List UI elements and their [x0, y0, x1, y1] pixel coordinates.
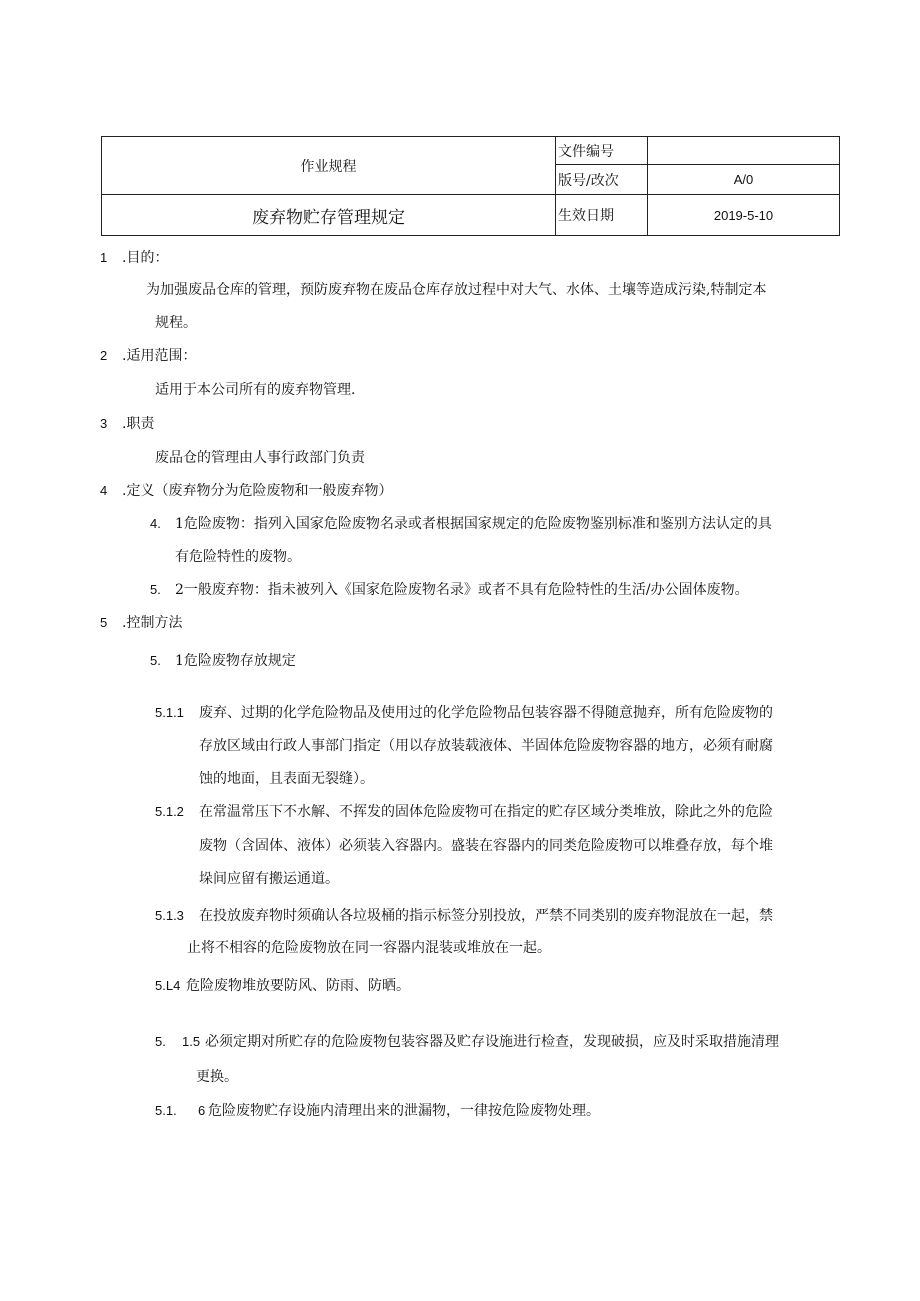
section-4-item-1-line-1: 1危险废物：指列入国家危险废物名录或者根据国家规定的危险废物鉴别标准和鉴别方法认定的具: [175, 516, 772, 532]
para-5-1-2-line-1: 在常温常压下不水解、不挥发的固体危险废物可在指定的贮存区域分类堆放，除此之外的危险: [199, 804, 773, 820]
para-5-1-2-line-2: 废物（含固体、液体）必须装入容器内。盛装在容器内的同类危险废物可以堆叠存放，每个堆: [199, 838, 773, 854]
para-5-1-6-number-b: 6: [198, 1103, 206, 1118]
section-5-title: .控制方法: [122, 615, 183, 631]
section-5-sub-title: 1危险废物存放规定: [175, 653, 296, 669]
section-4-number: 4: [100, 483, 108, 498]
para-5-1-5-number-a: 5.: [155, 1034, 166, 1049]
section-1-body-line-1: 为加强废品仓库的管理，预防废弃物在废品仓库存放过程中对大气、水体、土壤等造成污染,特制定本: [146, 282, 767, 298]
section-4-item-2-number: 5.: [150, 582, 161, 597]
para-5-1-6-line-1: 危险废物贮存设施内清理出来的泄漏物，一律按危险废物处理。: [208, 1103, 600, 1119]
date-label: 生效日期: [556, 195, 648, 236]
section-3-number: 3: [100, 416, 108, 431]
date-value: 2019-5-10: [648, 195, 840, 236]
file-no-value: [648, 137, 840, 165]
doc-type-cell: 作业规程: [102, 137, 556, 195]
section-5-number: 5: [100, 615, 108, 630]
version-value: A/0: [648, 165, 840, 195]
para-5-1-4-line-1: 危险废物堆放要防风、防雨、防晒。: [186, 978, 410, 994]
para-5-1-4-number: 5.L4: [155, 978, 181, 993]
para-5-1-2-line-3: 垛间应留有搬运通道。: [199, 871, 339, 887]
section-4-item-2-line-1: 2一般废弃物：指未被列入《国家危险废物名录》或者不具有危险特性的生活/办公固体废物。: [175, 582, 749, 598]
section-1-number: 1: [100, 250, 108, 265]
para-5-1-5-line-1: 必须定期对所贮存的危险废物包装容器及贮存设施进行检查，发现破损，应及时采取措施清理: [205, 1034, 779, 1050]
section-2-title: .适用范围：: [122, 348, 197, 364]
document-title: 废弃物贮存管理规定: [102, 195, 556, 236]
para-5-1-3-number: 5.1.3: [155, 908, 184, 923]
para-5-1-1-line-3: 蚀的地面，且表面无裂缝）。: [199, 771, 374, 787]
para-5-1-1-number: 5.1.1: [155, 705, 184, 720]
section-3-title: .职责: [122, 416, 155, 432]
section-4-item-1-line-2: 有危险特性的废物。: [175, 549, 301, 565]
section-5-sub-number: 5.: [150, 653, 161, 668]
section-2-number: 2: [100, 348, 108, 363]
para-5-1-2-number: 5.1.2: [155, 804, 184, 819]
para-5-1-3-line-2: 止将不相容的危险废物放在同一容器内混装或堆放在一起。: [187, 940, 551, 956]
file-no-label: 文件编号: [556, 137, 648, 165]
para-5-1-1-line-2: 存放区域由行政人事部门指定（用以存放装载液体、半固体危险废物容器的地方，必须有耐腐: [199, 738, 773, 754]
section-2-body: 适用于本公司所有的废弃物管理.: [155, 382, 356, 398]
document-header-table: [101, 136, 840, 236]
para-5-1-5-line-2: 更换。: [196, 1069, 238, 1085]
section-1-body-line-2: 规程。: [155, 315, 197, 331]
section-3-body: 废品仓的管理由人事行政部门负责: [155, 450, 365, 466]
version-label: 版号/改次: [556, 165, 648, 195]
section-4-item-1-number: 4.: [150, 516, 161, 531]
para-5-1-1-line-1: 废弃、过期的化学危险物品及使用过的化学危险物品包装容器不得随意抛弃，所有危险废物的: [199, 705, 773, 721]
para-5-1-3-line-1: 在投放废弃物时须确认各垃圾桶的指示标签分别投放，严禁不同类别的废弃物混放在一起，禁: [199, 908, 773, 924]
para-5-1-5-number-b: 1.5: [182, 1034, 201, 1049]
section-4-title: .定义（废弃物分为危险废物和一般废弃物）: [122, 483, 393, 499]
section-1-title: .目的：: [122, 250, 169, 266]
para-5-1-6-number-a: 5.1.: [155, 1103, 177, 1118]
